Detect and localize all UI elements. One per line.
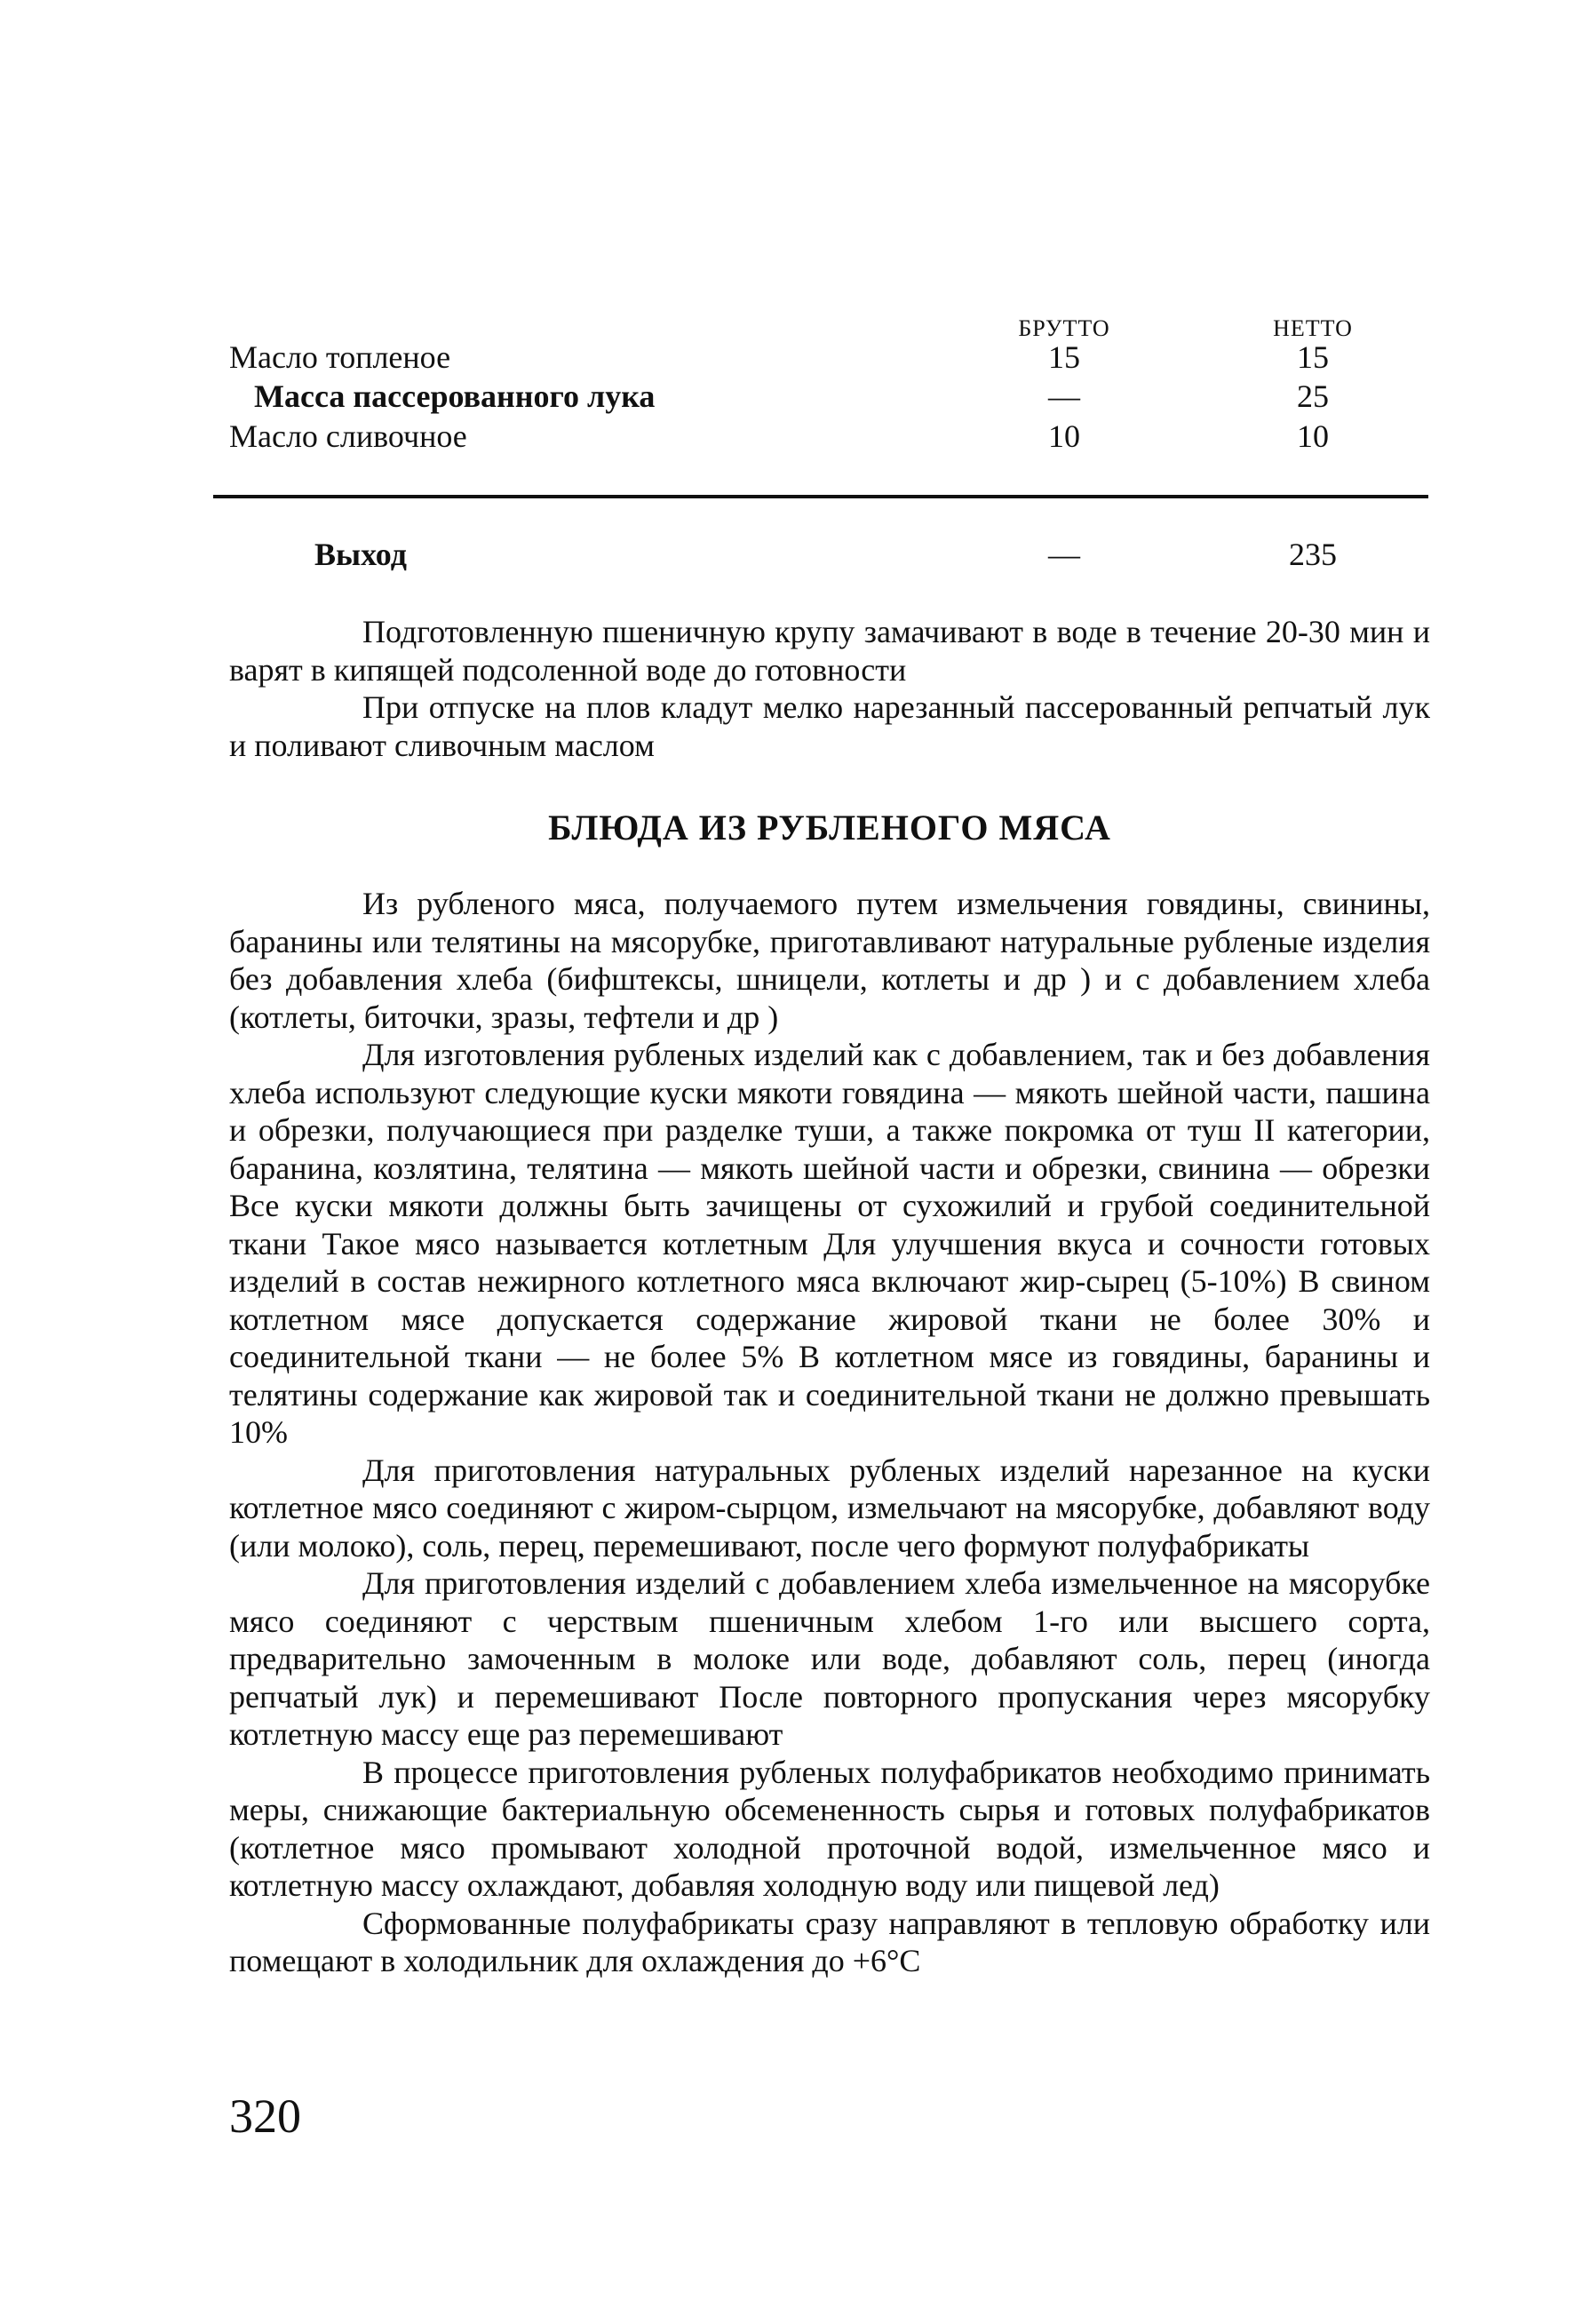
ingredient-brutto: 15 — [1048, 339, 1080, 375]
paragraph: При отпуске на плов кладут мелко нарезанный пассерованный репчатый лук и поливают сливочным маслом — [229, 689, 1430, 763]
paragraph: Сформованные полуфабрикаты сразу направляют в тепловую обработку или помещают в холодильник для охлаждения до +6°С — [229, 1905, 1430, 1978]
ingredient-netto: 15 — [1297, 339, 1329, 375]
ingredient-netto: 25 — [1297, 378, 1329, 414]
output-brutto: — — [1048, 537, 1080, 572]
paragraph: Из рубленого мяса, получаемого путем измельчения говядины, свинины, баранины или телятины на мясорубке, приготавливают натуральные рубленые изделия без добавления хлеба (бифштексы, шницели, котлеты и др ) и с добавлением хлеба (котлеты, биточки, зразы, тефтели и др ) — [229, 886, 1430, 1035]
paragraph: Для приготовления изделий с добавлением хлеба измельченное на мясорубке мясо соединяют с черствым пшеничным хлебом 1-го или высшего сорта, предварительно замоченным в молоке или воде, добавляют соль, перец (иногда репчатый лук) и перемешивают После повторного пропускания через мясорубку котлетную массу еще раз перемешивают — [229, 1565, 1430, 1752]
paragraph: Для изготовления рубленых изделий как с добавлением, так и без добавления хлеба используют следующие куски мякоти говядина — мякоть шейной части, пашина и обрезки, получающиеся при разделке туши, а также покромка от туш II категории, баранина, козлятина, телятина — мякоть шейной части и обрезки, свинина — обрезки Все куски мякоти должны быть зачищены от сухожилий и грубой соединительной ткани Такое мясо называется котлетным Для улучшения вкуса и сочности готовых изделий в состав нежирного котлетного мяса включают жир-сырец (5-10%) В свином котлетном мясе допускается содержание жировой ткани не более 30% и соединительной ткани — не более 5% В котлетном мясе из говядины, баранины и телятины содержание как жировой так и соединительной ткани не должно превышать 10% — [229, 1037, 1430, 1450]
output-label: Выход — [314, 537, 407, 572]
section-heading: БЛЮДА ИЗ РУБЛЕНОГО МЯСА — [548, 808, 1111, 848]
recipe-instructions — [229, 613, 1430, 764]
ingredient-brutto: 10 — [1048, 418, 1080, 454]
output-row — [229, 535, 1384, 574]
ingredient-row — [229, 338, 1384, 377]
page-number: 320 — [229, 2089, 301, 2143]
ingredient-name: Масло сливочное — [229, 418, 467, 454]
table-divider — [213, 495, 1428, 498]
paragraph: В процессе приготовления рубленых полуфабрикатов необходимо принимать меры, снижающие бактериальную обсемененность сырья и готовых полуфабрикатов (котлетное мясо промывают холодной проточной водой, измельченное мясо и котлетную массу охлаждают, добавляя холодную воду или пищевой лед) — [229, 1754, 1430, 1903]
output-netto: 235 — [1289, 537, 1337, 572]
paragraph: Для приготовления натуральных рубленых изделий нарезанное на куски котлетное мясо соединяют с жиром-сырцом, измельчают на мясорубке, добавляют воду (или молоко), соль, перец, перемешивают, после чего формуют полуфабрикаты — [229, 1452, 1430, 1564]
paragraph: Подготовленную пшеничную крупу замачивают в воде в течение 20-30 мин и варят в кипящей подсоленной воде до готовности — [229, 614, 1430, 688]
ingredient-row — [229, 417, 1384, 456]
column-header-brutto: БРУТТО — [1018, 315, 1110, 341]
ingredient-row — [229, 377, 1384, 416]
ingredient-netto: 10 — [1297, 418, 1329, 454]
ingredient-name: Масса пассерованного лука — [254, 378, 656, 414]
column-header-netto: НЕТТО — [1273, 315, 1353, 341]
section-body — [229, 885, 1430, 1980]
ingredient-name: Масло топленое — [229, 339, 451, 375]
ingredient-brutto: — — [1048, 378, 1080, 414]
